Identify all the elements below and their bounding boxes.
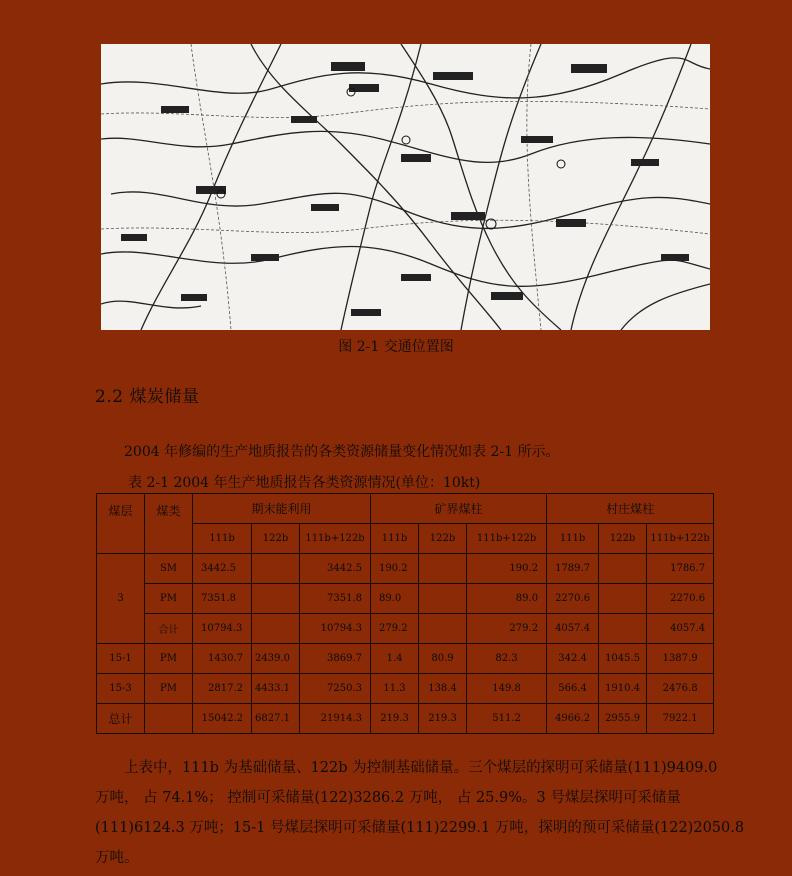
value-cell: 279.2 (467, 614, 547, 644)
value-cell: 82.3 (467, 644, 547, 674)
value-cell: 89.0 (371, 584, 419, 614)
value-cell: 7351.8 (193, 584, 252, 614)
value-cell: 80.9 (419, 644, 467, 674)
table-row (97, 554, 714, 584)
value-cell (252, 554, 300, 584)
figure-caption: 图 2-1 交通位置图 (338, 339, 454, 355)
seam-cell: 3 (97, 554, 145, 644)
table-row (97, 674, 714, 704)
value-cell: 21914.3 (300, 704, 371, 734)
value-cell: 1045.5 (599, 644, 647, 674)
table-row-total (97, 704, 714, 734)
section-title: 2.2 煤炭储量 (95, 387, 200, 407)
value-cell: 2817.2 (193, 674, 252, 704)
value-cell: 4966.2 (547, 704, 599, 734)
coal-type-cell (145, 704, 193, 734)
subheader-cell: 111b (547, 524, 599, 554)
subheader-cell: 122b (419, 524, 467, 554)
value-cell: 1789.7 (547, 554, 599, 584)
traffic-location-map (101, 44, 710, 330)
table-row (97, 614, 714, 644)
value-cell: 1387.9 (647, 644, 714, 674)
value-cell: 4057.4 (547, 614, 599, 644)
subheader-cell: 111b+122b (300, 524, 371, 554)
seam-cell: 总计 (97, 704, 145, 734)
value-cell: 511.2 (467, 704, 547, 734)
value-cell (419, 554, 467, 584)
value-cell (419, 584, 467, 614)
value-cell: 10794.3 (193, 614, 252, 644)
subheader-cell: 111b (193, 524, 252, 554)
coal-type-cell: PM (145, 584, 193, 614)
value-cell: 7351.8 (300, 584, 371, 614)
header-coal-type: 煤类 (145, 494, 193, 554)
header-seam: 煤层 (97, 494, 145, 554)
seam-cell: 15-3 (97, 674, 145, 704)
value-cell: 138.4 (419, 674, 467, 704)
subheader-cell: 111b+122b (467, 524, 547, 554)
value-cell: 4057.4 (647, 614, 714, 644)
value-cell: 566.4 (547, 674, 599, 704)
value-cell: 1.4 (371, 644, 419, 674)
subheader-cell: 122b (599, 524, 647, 554)
value-cell (599, 584, 647, 614)
value-cell (252, 614, 300, 644)
value-cell: 3442.5 (193, 554, 252, 584)
map-image (101, 44, 710, 330)
value-cell: 11.3 (371, 674, 419, 704)
value-cell: 10794.3 (300, 614, 371, 644)
coal-type-cell: PM (145, 644, 193, 674)
coal-type-cell: 合计 (145, 614, 193, 644)
subheader-cell: 111b+122b (647, 524, 714, 554)
value-cell: 219.3 (371, 704, 419, 734)
value-cell: 3442.5 (300, 554, 371, 584)
seam-cell: 15-1 (97, 644, 145, 674)
value-cell: 15042.2 (193, 704, 252, 734)
value-cell: 190.2 (467, 554, 547, 584)
value-cell: 2476.8 (647, 674, 714, 704)
value-cell: 190.2 (371, 554, 419, 584)
value-cell: 6827.1 (252, 704, 300, 734)
coal-type-cell: SM (145, 554, 193, 584)
value-cell: 1430.7 (193, 644, 252, 674)
paragraph-line: (111)6124.3 万吨；15-1 号煤层探明可采储量(111)2299.1 万吨，探明的预可采储量(122)2050.8 (95, 820, 745, 836)
value-cell (599, 554, 647, 584)
value-cell (419, 614, 467, 644)
value-cell: 1910.4 (599, 674, 647, 704)
value-cell (599, 614, 647, 644)
value-cell: 2955.9 (599, 704, 647, 734)
table-caption: 表 2-1 2004 年生产地质报告各类资源情况(单位：10kt) (128, 475, 481, 491)
value-cell: 2439.0 (252, 644, 300, 674)
value-cell: 7250.3 (300, 674, 371, 704)
value-cell: 2270.6 (547, 584, 599, 614)
intro-paragraph: 2004 年修编的生产地质报告的各类资源储量变化情况如表 2-1 所示。 (124, 444, 560, 460)
value-cell: 3869.7 (300, 644, 371, 674)
subheader-cell: 122b (252, 524, 300, 554)
value-cell: 4433.1 (252, 674, 300, 704)
header-group-boundary-pillar: 矿界煤柱 (371, 494, 547, 524)
table-header-row (97, 494, 714, 524)
value-cell: 1786.7 (647, 554, 714, 584)
value-cell: 279.2 (371, 614, 419, 644)
value-cell: 219.3 (419, 704, 467, 734)
summary-paragraph (95, 753, 745, 873)
coal-type-cell: PM (145, 674, 193, 704)
paragraph-line: 万吨， 占 74.1%； 控制可采储量(122)3286.2 万吨， 占 25.9%。3 号煤层探明可采储量 (95, 790, 681, 806)
value-cell (252, 584, 300, 614)
reserves-table (96, 493, 714, 734)
value-cell: 7922.1 (647, 704, 714, 734)
value-cell: 342.4 (547, 644, 599, 674)
paragraph-line: 上表中，111b 为基础储量、122b 为控制基础储量。三个煤层的探明可采储量(111)9409.0 (124, 760, 718, 776)
subheader-cell: 111b (371, 524, 419, 554)
header-group-village-pillar: 村庄煤柱 (547, 494, 714, 524)
table-row (97, 584, 714, 614)
value-cell: 89.0 (467, 584, 547, 614)
value-cell: 149.8 (467, 674, 547, 704)
header-group-usable: 期末能利用 (193, 494, 371, 524)
table-row (97, 644, 714, 674)
value-cell: 2270.6 (647, 584, 714, 614)
paragraph-line: 万吨。 (95, 850, 139, 866)
